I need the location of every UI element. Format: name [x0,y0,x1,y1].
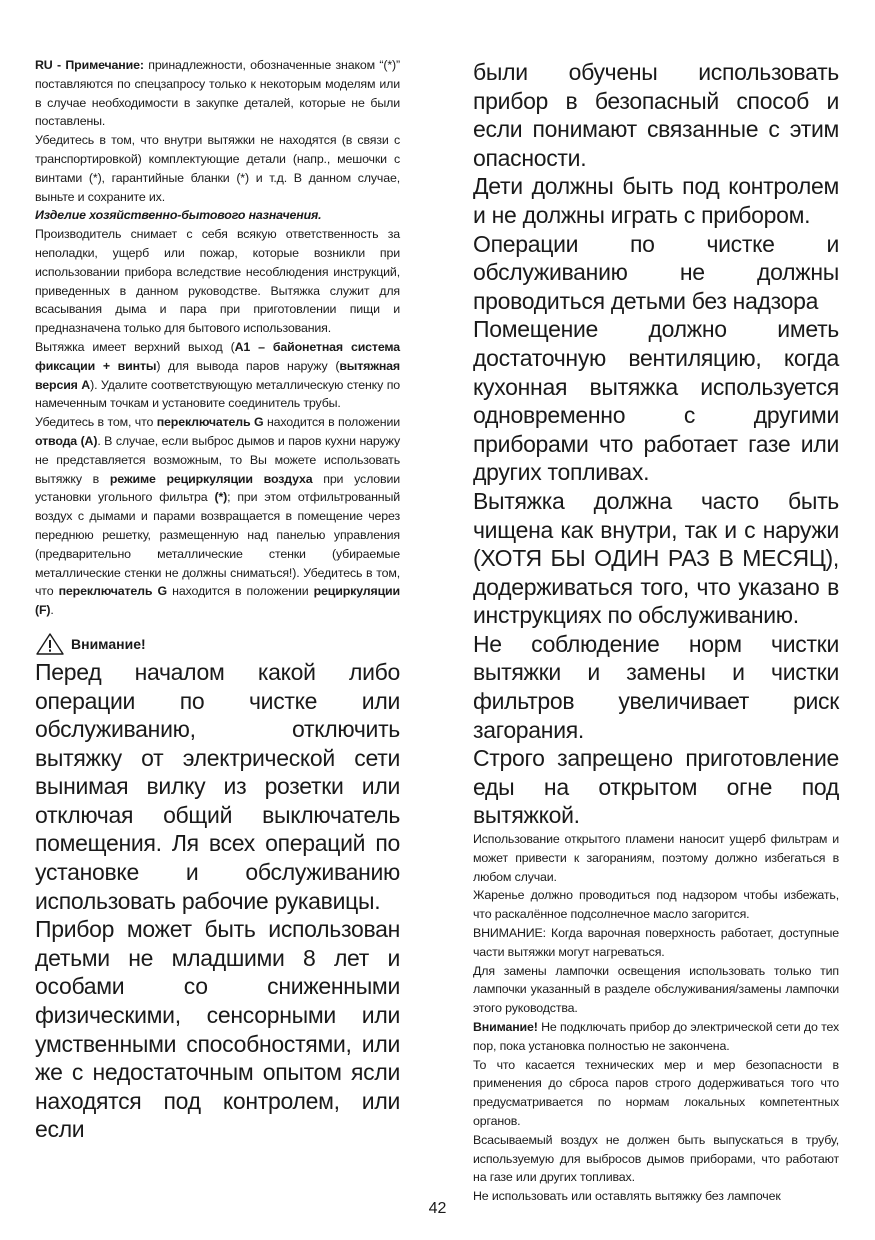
lamp-replacement-paragraph: Для замены лампочки освещения использовать только тип лампочки указанный в разделе обслуживания/замены лампочки этого руководства. [473,963,839,1016]
cleaning-frequency-paragraph: Вытяжка должна часто быть чищена как внутри, так и с наружи (ХОТЯ БЫ ОДИН РАЗ В МЕСЯЦ), додерживаться того, что указано в инструкциях по обслуживанию. [473,487,839,629]
switch-paragraph: Убедитесь в том, что переключатель G находится в положении отвода (A). В случае, если выброс дымов и паров кухни наружу не представляется возможным, то Вы можете использовать вытяжку в режиме рециркуляции воздуха при условии установки угольного фильтра (*); при этом отфильтрованный воздух с дымами и парами возвращается в помещение через переднюю решетку, размещенную над панелью управления (предварительно металлические стенки (убираемые металлические стенки не должны сниматься!). Убедитесь в том, что переключатель G находится в положении рециркуляции (F). [35,415,401,618]
fire-risk-paragraph: Не соблюдение норм чистки вытяжки и замены и чистки фильтров увеличивает риск загорания. [473,630,839,743]
right-column [473,58,839,1206]
warning-triangle-icon [35,632,65,656]
children-supervision-paragraph: Дети должны быть под контролем и не должны играть с прибором. [473,173,839,228]
liability-paragraph: Производитель снимает с себя всякую ответственность за неполадки, ущерб или пожар, которые возникли при использовании прибора вследствие несоблюдения инструкций, приведенных в данном руководстве. Вытяжка служит для всасывания дыма и пара при приготовлении пищи и предназначена только для бытового использования. [35,227,400,336]
warning-title: Внимание! [71,635,146,652]
note-lead: RU - Примечание: [35,58,144,72]
children-usage-warning: Прибор может быть использован детьми не младшими 8 лет и особами со сниженными физическими, сенсорными или умственными способностями, или же с недостаточным опытом ясли находятся под контролем, или если [35,916,400,1143]
household-title: Изделие хозяйственно-бытового назначения. [35,208,322,223]
note-text: принадлежности, обозначенные знаком “(*)” поставляются по спецзапросу только к некоторым моделям или в случае необходимости в закупке деталей, которые не были поставлены. [35,58,400,129]
flame-damage-paragraph: Использование открытого пламени наносит ущерб фильтрам и может привести к загораниям, поэтому должно избегаться в любом случаи. [473,832,839,884]
page-number: 42 [428,1200,447,1217]
exhaust-air-paragraph: Всасываемый воздух не должен быть выпускаться в трубу, используемую для выбросов дымов приборами, что работают на газе или других топливах. [473,1132,839,1185]
frying-paragraph: Жаренье должно проводиться под надзором чтобы избежать, что раскалённое подсолнечное масло загорится. [473,888,839,922]
connection-warning-paragraph: Внимание! Не подключать прибор до электрической сети до тех пор, пока установка полностью не закончена. [473,1020,839,1053]
warning-heading [35,632,400,656]
trained-paragraph: были обучены использовать прибор в безопасный способ и если понимают связанные с этим опасности. [473,59,839,171]
hot-parts-paragraph: ВНИМАНИЕ: Когда варочная поверхность работает, доступные части вытяжки могут нагреваться. [473,926,839,959]
cleaning-children-paragraph: Операции по чистке и обслуживанию не должны проводиться детьми без надзора [473,230,839,314]
disconnect-warning: Перед началом какой либо операции по чистке или обслуживанию, отключить вытяжку от электрической сети вынимая вилку из розетки или отключая общий выключатель помещения. Ля всех операций по установке и обслуживанию использовать рабочие рукавицы. [35,658,400,914]
ventilation-paragraph: Помещение должно иметь достаточную вентиляцию, когда кухонная вытяжка используется одновременно с другими приборами что работает газе или других топливах. [473,316,839,486]
note-paragraph [35,56,400,131]
lamp-usage-paragraph: Не использовать или оставлять вытяжку без лампочек [473,1189,781,1204]
outlet-paragraph: Вытяжка имеет верхний выход (A1 – байонетная система фиксации + винты) для вывода паров наружу (вытяжная версия A). Удалите соответствующую металлическую стенку по намеченным точкам и установите соединитель трубы. [35,339,401,411]
left-column [35,56,400,1144]
open-flame-paragraph: Строго запрещено приготовление еды на открытом огне под вытяжкой. [473,745,839,829]
check-contents-paragraph: Убедитесь в том, что внутри вытяжки не находятся (в связи с транспортировкой) комплектующие детали (напр., мешочки с винтами (*), гарантийные бланки (*) и т.д. В данном случае, выньте и сохраните их. [35,133,400,204]
local-regulations-paragraph: То что касается технических мер и мер безопасности в применения до сброса паров строго додерживаться того что предусматривается по нормам локальных компетентных органов. [473,1057,839,1128]
